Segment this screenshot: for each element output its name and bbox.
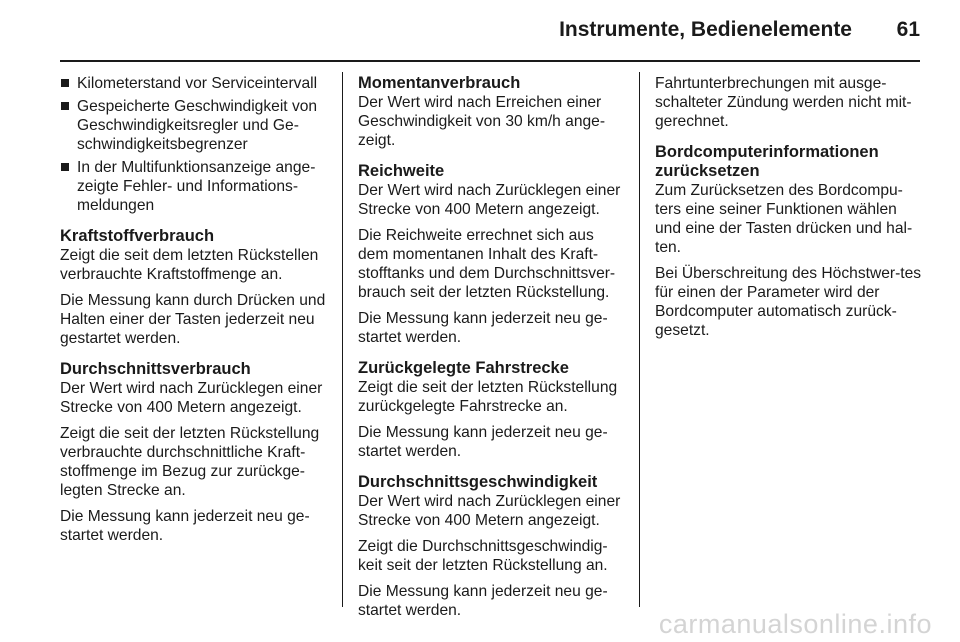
section-bordcomputer-zuruecksetzen — [655, 143, 923, 340]
bullet-item: Gespeicherte Geschwindigkeit von Geschwindigkeitsregler und Ge-schwindigkeitsbegrenzer — [60, 97, 328, 154]
paragraph: Die Messung kann jederzeit neu ge-startet werden. — [358, 424, 608, 460]
page-header — [60, 12, 920, 52]
section-heading: Durchschnittsverbrauch — [60, 360, 251, 378]
paragraph: Zeigt die seit dem letzten Rückstellen verbrauchte Kraftstoffmenge an. — [60, 247, 319, 283]
section-heading: Bordcomputerinformationen zurücksetzen — [655, 143, 879, 180]
paragraph: Die Messung kann jederzeit neu ge-startet werden. — [358, 583, 608, 619]
paragraph: Der Wert wird nach Zurücklegen einer Strecke von 400 Metern angezeigt. — [358, 182, 621, 218]
section-reichweite — [358, 162, 626, 347]
column-divider-1 — [342, 72, 343, 607]
page-title: Instrumente, Bedienelemente — [559, 18, 852, 41]
section-zurueckgelegte-fahrstrecke — [358, 359, 626, 461]
watermark: carmanualsonline.info — [658, 609, 932, 639]
section-durchschnittsverbrauch — [60, 360, 328, 545]
section-heading: Durchschnittsgeschwindigkeit — [358, 473, 598, 491]
column-divider-2 — [639, 72, 640, 607]
paragraph: Die Messung kann jederzeit neu ge-startet werden. — [358, 310, 608, 346]
paragraph: Zeigt die Durchschnittsgeschwindig-keit seit der letzten Rückstellung an. — [358, 538, 608, 574]
column-3 — [655, 74, 923, 347]
paragraph: Zum Zurücksetzen des Bordcompu-ters eine seiner Funktionen wählen und eine der Tasten drücken und hal-ten. — [655, 182, 913, 256]
section-heading: Zurückgelegte Fahrstrecke — [358, 359, 569, 377]
bullet-item: Kilometerstand vor Serviceintervall — [60, 74, 328, 93]
column-2 — [358, 74, 626, 627]
section-momentanverbrauch — [358, 74, 626, 150]
paragraph: Zeigt die seit der letzten Rückstellung verbrauchte durchschnittliche Kraft-stoffmenge im Bezug zur zurückge-legten Strecke an. — [60, 425, 320, 499]
section-durchschnittsgeschwindigkeit — [358, 473, 626, 620]
column-1 — [60, 74, 328, 552]
bullet-item: In der Multifunktionsanzeige ange-zeigte Fehler- und Informations-meldungen — [60, 158, 328, 215]
bullet-list — [60, 74, 328, 215]
paragraph: Zeigt die seit der letzten Rückstellung zurückgelegte Fahrstrecke an. — [358, 379, 618, 415]
page-number: 61 — [896, 18, 920, 41]
paragraph: Die Messung kann jederzeit neu ge-startet werden. — [60, 508, 310, 544]
paragraph: Die Messung kann durch Drücken und Halten einer der Tasten jederzeit neu gestartet werden. — [60, 292, 326, 347]
section-kraftstoffverbrauch — [60, 227, 328, 348]
paragraph: Der Wert wird nach Zurücklegen einer Strecke von 400 Metern angezeigt. — [358, 493, 621, 529]
paragraph: Der Wert wird nach Erreichen einer Geschwindigkeit von 30 km/h ange-zeigt. — [358, 94, 606, 149]
paragraph: Bei Überschreitung des Höchstwer-tes für einen der Parameter wird der Bordcomputer automatisch zurück-gesetzt. — [655, 265, 922, 339]
section-heading: Momentanverbrauch — [358, 74, 521, 92]
section-heading: Reichweite — [358, 162, 445, 180]
paragraph: Die Reichweite errechnet sich aus dem momentanen Inhalt des Kraft-stofftanks und dem Durchschnittsver-brauch seit der letzten Rückstellung. — [358, 227, 616, 301]
paragraph: Fahrtunterbrechungen mit ausge-schalteter Zündung werden nicht mit-gerechnet. — [655, 75, 912, 130]
paragraph: Der Wert wird nach Zurücklegen einer Strecke von 400 Metern angezeigt. — [60, 380, 323, 416]
section-heading: Kraftstoffverbrauch — [60, 227, 215, 245]
header-divider — [60, 60, 920, 62]
